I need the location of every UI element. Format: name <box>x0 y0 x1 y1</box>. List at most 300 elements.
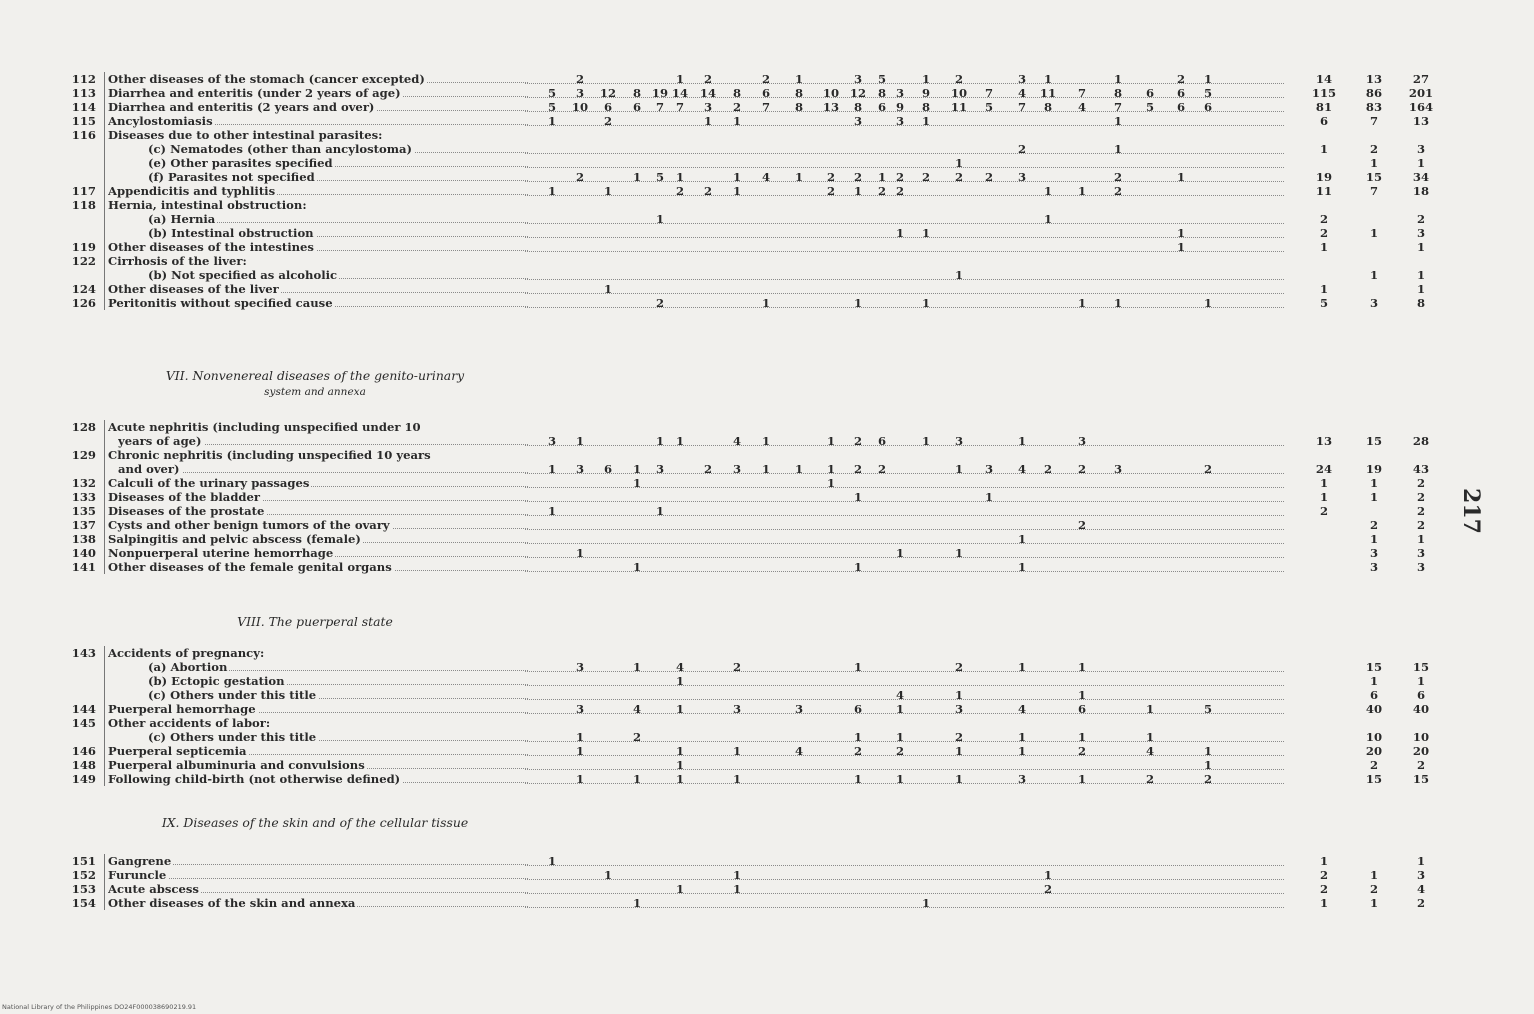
data-cell: 8 <box>632 86 642 100</box>
data-cell: 2 <box>575 170 585 184</box>
data-cell: 2 <box>954 72 964 86</box>
cause-label <box>108 758 528 772</box>
data-cell: 1 <box>732 114 742 128</box>
table-row <box>0 868 1534 882</box>
data-cell: 4 <box>632 702 642 716</box>
data-cell: 1 <box>675 772 685 786</box>
number-divider <box>104 156 105 170</box>
data-cell: 2 <box>877 184 887 198</box>
number-divider <box>104 702 105 716</box>
table-row <box>0 730 1534 744</box>
cause-number: 145 <box>71 716 96 730</box>
table-row <box>0 420 1534 434</box>
data-cell: 1 <box>632 660 642 674</box>
total-cell: 13 <box>1412 114 1430 128</box>
data-cell: 1 <box>895 772 905 786</box>
table-row <box>0 854 1534 868</box>
total-cell: 3 <box>1416 560 1426 574</box>
dot-leader <box>525 445 1284 446</box>
table-row <box>0 114 1534 128</box>
data-cell: 1 <box>655 434 665 448</box>
table-row <box>0 296 1534 310</box>
data-cell: 8 <box>1113 86 1123 100</box>
data-cell: 3 <box>575 462 585 476</box>
data-cell: 1 <box>732 184 742 198</box>
data-cells <box>525 434 1284 448</box>
number-divider <box>104 532 105 546</box>
data-cell: 1 <box>575 546 585 560</box>
table-row <box>0 268 1534 282</box>
cause-label-text: (a) Abortion <box>148 660 228 674</box>
data-cell: 1 <box>603 184 613 198</box>
cause-label-text: Furuncle <box>108 868 167 882</box>
cause-label <box>108 490 528 504</box>
cause-label-text: Other diseases of the female genital organs <box>108 560 392 574</box>
data-cell: 1 <box>954 688 964 702</box>
data-cell: 4 <box>761 170 771 184</box>
data-cells <box>525 142 1284 156</box>
data-cell: 5 <box>547 100 557 114</box>
total-cell: 1 <box>1369 674 1379 688</box>
data-cell: 1 <box>732 868 742 882</box>
cause-number: 154 <box>71 896 96 910</box>
data-cell: 2 <box>575 72 585 86</box>
data-cell: 2 <box>826 184 836 198</box>
cause-label-text: (c) Nematodes (other than ancylostoma) <box>148 142 412 156</box>
cause-number: 118 <box>71 198 96 212</box>
data-cell: 8 <box>794 100 804 114</box>
data-cell: 1 <box>853 560 863 574</box>
table-row <box>0 702 1534 716</box>
number-divider <box>104 462 105 476</box>
table-row <box>0 882 1534 896</box>
data-cell: 11 <box>1039 86 1057 100</box>
table-row <box>0 688 1534 702</box>
data-cell: 3 <box>655 462 665 476</box>
data-cell: 1 <box>575 744 585 758</box>
table-row <box>0 100 1534 114</box>
data-cell: 14 <box>699 86 717 100</box>
data-cell: 8 <box>921 100 931 114</box>
section-heading-line: IX. Diseases of the skin and of the cellular tissue <box>161 815 469 830</box>
total-cell: 15 <box>1412 660 1430 674</box>
data-cell: 4 <box>1017 86 1027 100</box>
total-cell: 10 <box>1365 730 1383 744</box>
number-divider <box>104 170 105 184</box>
total-cell: 15 <box>1365 434 1383 448</box>
dot-leader <box>525 865 1284 866</box>
dot-leader <box>525 515 1284 516</box>
data-cell: 1 <box>732 772 742 786</box>
data-cell: 8 <box>877 86 887 100</box>
data-cell: 3 <box>575 660 585 674</box>
dot-leader <box>525 685 1284 686</box>
data-cell: 1 <box>1203 744 1213 758</box>
cause-number: 148 <box>71 758 96 772</box>
cause-number: 132 <box>71 476 96 490</box>
dot-leader <box>108 878 528 879</box>
cause-label <box>108 532 528 546</box>
data-cell: 2 <box>1077 518 1087 532</box>
data-cell: 1 <box>921 296 931 310</box>
cause-label <box>108 882 528 896</box>
data-cell: 1 <box>1043 72 1053 86</box>
number-divider <box>104 560 105 574</box>
total-cell: 10 <box>1412 730 1430 744</box>
data-cell: 12 <box>599 86 617 100</box>
data-cell: 4 <box>794 744 804 758</box>
data-cell: 3 <box>732 462 742 476</box>
data-cell: 1 <box>1203 296 1213 310</box>
data-cell: 1 <box>954 744 964 758</box>
total-cell: 2 <box>1416 504 1426 518</box>
dot-leader <box>525 879 1284 880</box>
data-cell: 7 <box>1113 100 1123 114</box>
data-cell: 1 <box>1077 184 1087 198</box>
number-divider <box>104 420 105 434</box>
cause-label-text: Appendicitis and typhlitis <box>108 184 276 198</box>
data-cell: 2 <box>1145 772 1155 786</box>
data-cells <box>525 504 1284 518</box>
data-cell: 6 <box>877 100 887 114</box>
cause-label <box>108 896 528 910</box>
data-cell: 1 <box>853 730 863 744</box>
total-cell: 1 <box>1369 476 1379 490</box>
data-cell: 3 <box>1017 72 1027 86</box>
data-cell: 2 <box>1203 772 1213 786</box>
total-cell: 1 <box>1416 240 1426 254</box>
data-cell: 2 <box>1176 72 1186 86</box>
data-cell: 1 <box>1077 772 1087 786</box>
data-cell: 5 <box>877 72 887 86</box>
data-cell: 2 <box>954 660 964 674</box>
table-row <box>0 674 1534 688</box>
data-cell: 1 <box>1017 730 1027 744</box>
data-cell: 4 <box>1017 702 1027 716</box>
data-cell: 1 <box>632 560 642 574</box>
table-row <box>0 282 1534 296</box>
table-row <box>0 72 1534 86</box>
total-cell: 8 <box>1416 296 1426 310</box>
data-cell: 1 <box>895 226 905 240</box>
total-cell: 19 <box>1315 170 1333 184</box>
total-cell: 6 <box>1369 688 1379 702</box>
total-cell: 15 <box>1412 772 1430 786</box>
data-cell: 2 <box>853 744 863 758</box>
data-cell: 6 <box>1203 100 1213 114</box>
data-cell: 1 <box>1017 532 1027 546</box>
cause-label <box>108 184 528 198</box>
data-cell: 9 <box>895 100 905 114</box>
data-cells <box>525 296 1284 310</box>
data-cell: 1 <box>853 296 863 310</box>
table-row <box>0 518 1534 532</box>
data-cell: 7 <box>761 100 771 114</box>
cause-label-text: Following child-birth (not otherwise defined) <box>108 772 401 786</box>
table-row <box>0 212 1534 226</box>
total-cell: 15 <box>1365 170 1383 184</box>
cause-label-text: Puerperal septicemia <box>108 744 247 758</box>
data-cell: 4 <box>1077 100 1087 114</box>
total-cell: 6 <box>1319 114 1329 128</box>
data-cell: 10 <box>950 86 968 100</box>
section-heading <box>110 614 520 630</box>
data-cell: 3 <box>575 702 585 716</box>
data-cell: 5 <box>1203 86 1213 100</box>
data-cell: 1 <box>575 730 585 744</box>
data-cell: 2 <box>1077 744 1087 758</box>
cause-number: 116 <box>71 128 96 142</box>
data-cell: 6 <box>1145 86 1155 100</box>
cause-number: 122 <box>71 254 96 268</box>
cause-label <box>108 504 528 518</box>
data-cell: 2 <box>655 296 665 310</box>
total-cell: 3 <box>1416 142 1426 156</box>
number-divider <box>104 254 105 268</box>
data-cell: 3 <box>1017 170 1027 184</box>
data-cell: 7 <box>1077 86 1087 100</box>
cause-label <box>108 854 528 868</box>
data-cell: 1 <box>853 490 863 504</box>
cause-number: 152 <box>71 868 96 882</box>
data-cells <box>525 490 1284 504</box>
cause-number: 135 <box>71 504 96 518</box>
cause-label-text: (b) Ectopic gestation <box>148 674 285 688</box>
cause-label <box>108 420 528 434</box>
total-cell: 18 <box>1412 184 1430 198</box>
cause-number: 114 <box>71 100 96 114</box>
number-divider <box>104 86 105 100</box>
number-divider <box>104 868 105 882</box>
data-cell: 6 <box>603 462 613 476</box>
data-cell: 1 <box>1017 660 1027 674</box>
cause-label-text: Acute abscess <box>108 882 199 896</box>
data-cell: 1 <box>877 170 887 184</box>
total-cell: 6 <box>1416 688 1426 702</box>
data-cell: 4 <box>675 660 685 674</box>
data-cell: 1 <box>675 702 685 716</box>
cause-label <box>108 476 528 490</box>
data-cell: 1 <box>1203 72 1213 86</box>
cause-label-text: Diseases due to other intestinal parasites: <box>108 128 383 142</box>
data-cell: 1 <box>794 462 804 476</box>
data-cell: 2 <box>853 170 863 184</box>
data-cell: 3 <box>794 702 804 716</box>
cause-number: 141 <box>71 560 96 574</box>
data-cell: 1 <box>1017 434 1027 448</box>
cause-label-text: (c) Others under this title <box>148 688 317 702</box>
number-divider <box>104 854 105 868</box>
cause-label-text: Cirrhosis of the liver: <box>108 254 247 268</box>
total-cell: 201 <box>1408 86 1434 100</box>
cause-label-text: Cysts and other benign tumors of the ovary <box>108 518 390 532</box>
total-cell: 3 <box>1416 226 1426 240</box>
data-cell: 6 <box>853 702 863 716</box>
data-cell: 1 <box>921 896 931 910</box>
data-cell: 1 <box>675 674 685 688</box>
total-cell: 28 <box>1412 434 1430 448</box>
total-cell: 2 <box>1319 882 1329 896</box>
data-cell: 3 <box>853 114 863 128</box>
cause-label <box>108 448 528 462</box>
cause-label-text: Salpingitis and pelvic abscess (female) <box>108 532 361 546</box>
total-cell: 40 <box>1412 702 1430 716</box>
data-cell: 1 <box>954 268 964 282</box>
number-divider <box>104 72 105 86</box>
data-cell: 1 <box>1176 240 1186 254</box>
data-cell: 7 <box>675 100 685 114</box>
cause-label <box>108 86 528 100</box>
data-cell: 3 <box>984 462 994 476</box>
total-cell: 2 <box>1319 504 1329 518</box>
number-divider <box>104 758 105 772</box>
data-cells <box>525 758 1284 772</box>
total-cell: 2 <box>1319 868 1329 882</box>
cause-number: 119 <box>71 240 96 254</box>
data-cell: 3 <box>703 100 713 114</box>
dot-leader <box>525 293 1284 294</box>
total-cell: 81 <box>1315 100 1333 114</box>
data-cell: 1 <box>655 212 665 226</box>
cause-label <box>108 546 528 560</box>
number-divider <box>104 296 105 310</box>
data-cell: 1 <box>1176 170 1186 184</box>
cause-label <box>108 744 528 758</box>
total-cell: 24 <box>1315 462 1333 476</box>
total-cell: 19 <box>1365 462 1383 476</box>
number-divider <box>104 882 105 896</box>
data-cell: 8 <box>1043 100 1053 114</box>
data-cell: 4 <box>895 688 905 702</box>
data-cell: 19 <box>651 86 669 100</box>
table-row <box>0 896 1534 910</box>
number-divider <box>104 646 105 660</box>
data-cell: 7 <box>1017 100 1027 114</box>
table-row <box>0 646 1534 660</box>
dot-leader <box>525 529 1284 530</box>
total-cell: 3 <box>1416 546 1426 560</box>
number-divider <box>104 268 105 282</box>
cause-label-text: Other diseases of the skin and annexa <box>108 896 356 910</box>
data-cell: 2 <box>895 744 905 758</box>
total-cell: 2 <box>1369 142 1379 156</box>
data-cell: 5 <box>655 170 665 184</box>
data-cell: 14 <box>671 86 689 100</box>
dot-leader <box>525 893 1284 894</box>
table-row <box>0 254 1534 268</box>
data-cells <box>525 532 1284 546</box>
data-cell: 4 <box>732 434 742 448</box>
table-row <box>0 716 1534 730</box>
data-cell: 1 <box>547 854 557 868</box>
scan-footer-note: National Library of the Philippines DO24F000038690219.91 <box>2 1003 197 1011</box>
data-cell: 2 <box>954 170 964 184</box>
total-cell: 2 <box>1369 882 1379 896</box>
data-cell: 1 <box>954 772 964 786</box>
data-cell: 1 <box>675 758 685 772</box>
total-cell: 2 <box>1416 896 1426 910</box>
number-divider <box>104 772 105 786</box>
cause-label <box>148 268 528 282</box>
data-cell: 1 <box>826 434 836 448</box>
cause-number: 113 <box>71 86 96 100</box>
data-cell: 1 <box>954 546 964 560</box>
data-cell: 1 <box>732 744 742 758</box>
cause-label <box>108 560 528 574</box>
table-row <box>0 434 1534 448</box>
data-cell: 1 <box>675 434 685 448</box>
cause-label <box>108 702 528 716</box>
dot-leader <box>525 543 1284 544</box>
data-cell: 2 <box>1017 142 1027 156</box>
data-cell: 2 <box>895 184 905 198</box>
data-cell: 1 <box>1017 744 1027 758</box>
total-cell: 13 <box>1315 434 1333 448</box>
total-cell: 14 <box>1315 72 1333 86</box>
table-row <box>0 758 1534 772</box>
cause-label-text: Diseases of the bladder <box>108 490 261 504</box>
total-cell: 3 <box>1416 868 1426 882</box>
data-cell: 10 <box>822 86 840 100</box>
data-cell: 1 <box>853 772 863 786</box>
cause-label-text: Gangrene <box>108 854 172 868</box>
data-cells <box>525 212 1284 226</box>
total-cell: 1 <box>1369 896 1379 910</box>
total-cell: 2 <box>1416 476 1426 490</box>
data-cell: 1 <box>853 184 863 198</box>
cause-label-text: Other diseases of the intestines <box>108 240 314 254</box>
table-row <box>0 86 1534 100</box>
dot-leader <box>525 279 1284 280</box>
data-cell: 1 <box>921 72 931 86</box>
data-cell: 1 <box>1203 758 1213 772</box>
data-cell: 1 <box>632 772 642 786</box>
cause-label-text: (e) Other parasites specified <box>148 156 333 170</box>
cause-label <box>118 434 528 448</box>
number-divider <box>104 674 105 688</box>
cause-number: 153 <box>71 882 96 896</box>
cause-label <box>148 660 528 674</box>
cause-label <box>148 688 528 702</box>
data-cell: 1 <box>547 504 557 518</box>
total-cell: 1 <box>1319 282 1329 296</box>
data-cell: 1 <box>632 476 642 490</box>
cause-number: 117 <box>71 184 96 198</box>
number-divider <box>104 744 105 758</box>
dot-leader <box>525 501 1284 502</box>
data-cells <box>525 854 1284 868</box>
total-cell: 1 <box>1416 532 1426 546</box>
data-cell: 3 <box>1017 772 1027 786</box>
table-row <box>0 504 1534 518</box>
data-cell: 2 <box>853 434 863 448</box>
total-cell: 1 <box>1369 268 1379 282</box>
cause-number: 124 <box>71 282 96 296</box>
cause-number: 112 <box>71 72 96 86</box>
data-cell: 1 <box>575 772 585 786</box>
cause-label <box>108 518 528 532</box>
data-cell: 2 <box>853 462 863 476</box>
data-cell: 2 <box>1077 462 1087 476</box>
data-cell: 1 <box>984 490 994 504</box>
total-cell: 2 <box>1369 758 1379 772</box>
table-row <box>0 546 1534 560</box>
cause-label <box>108 868 528 882</box>
total-cell: 115 <box>1311 86 1337 100</box>
data-cell: 1 <box>921 226 931 240</box>
total-cell: 34 <box>1412 170 1430 184</box>
cause-label-text: (b) Not specified as alcoholic <box>148 268 338 282</box>
